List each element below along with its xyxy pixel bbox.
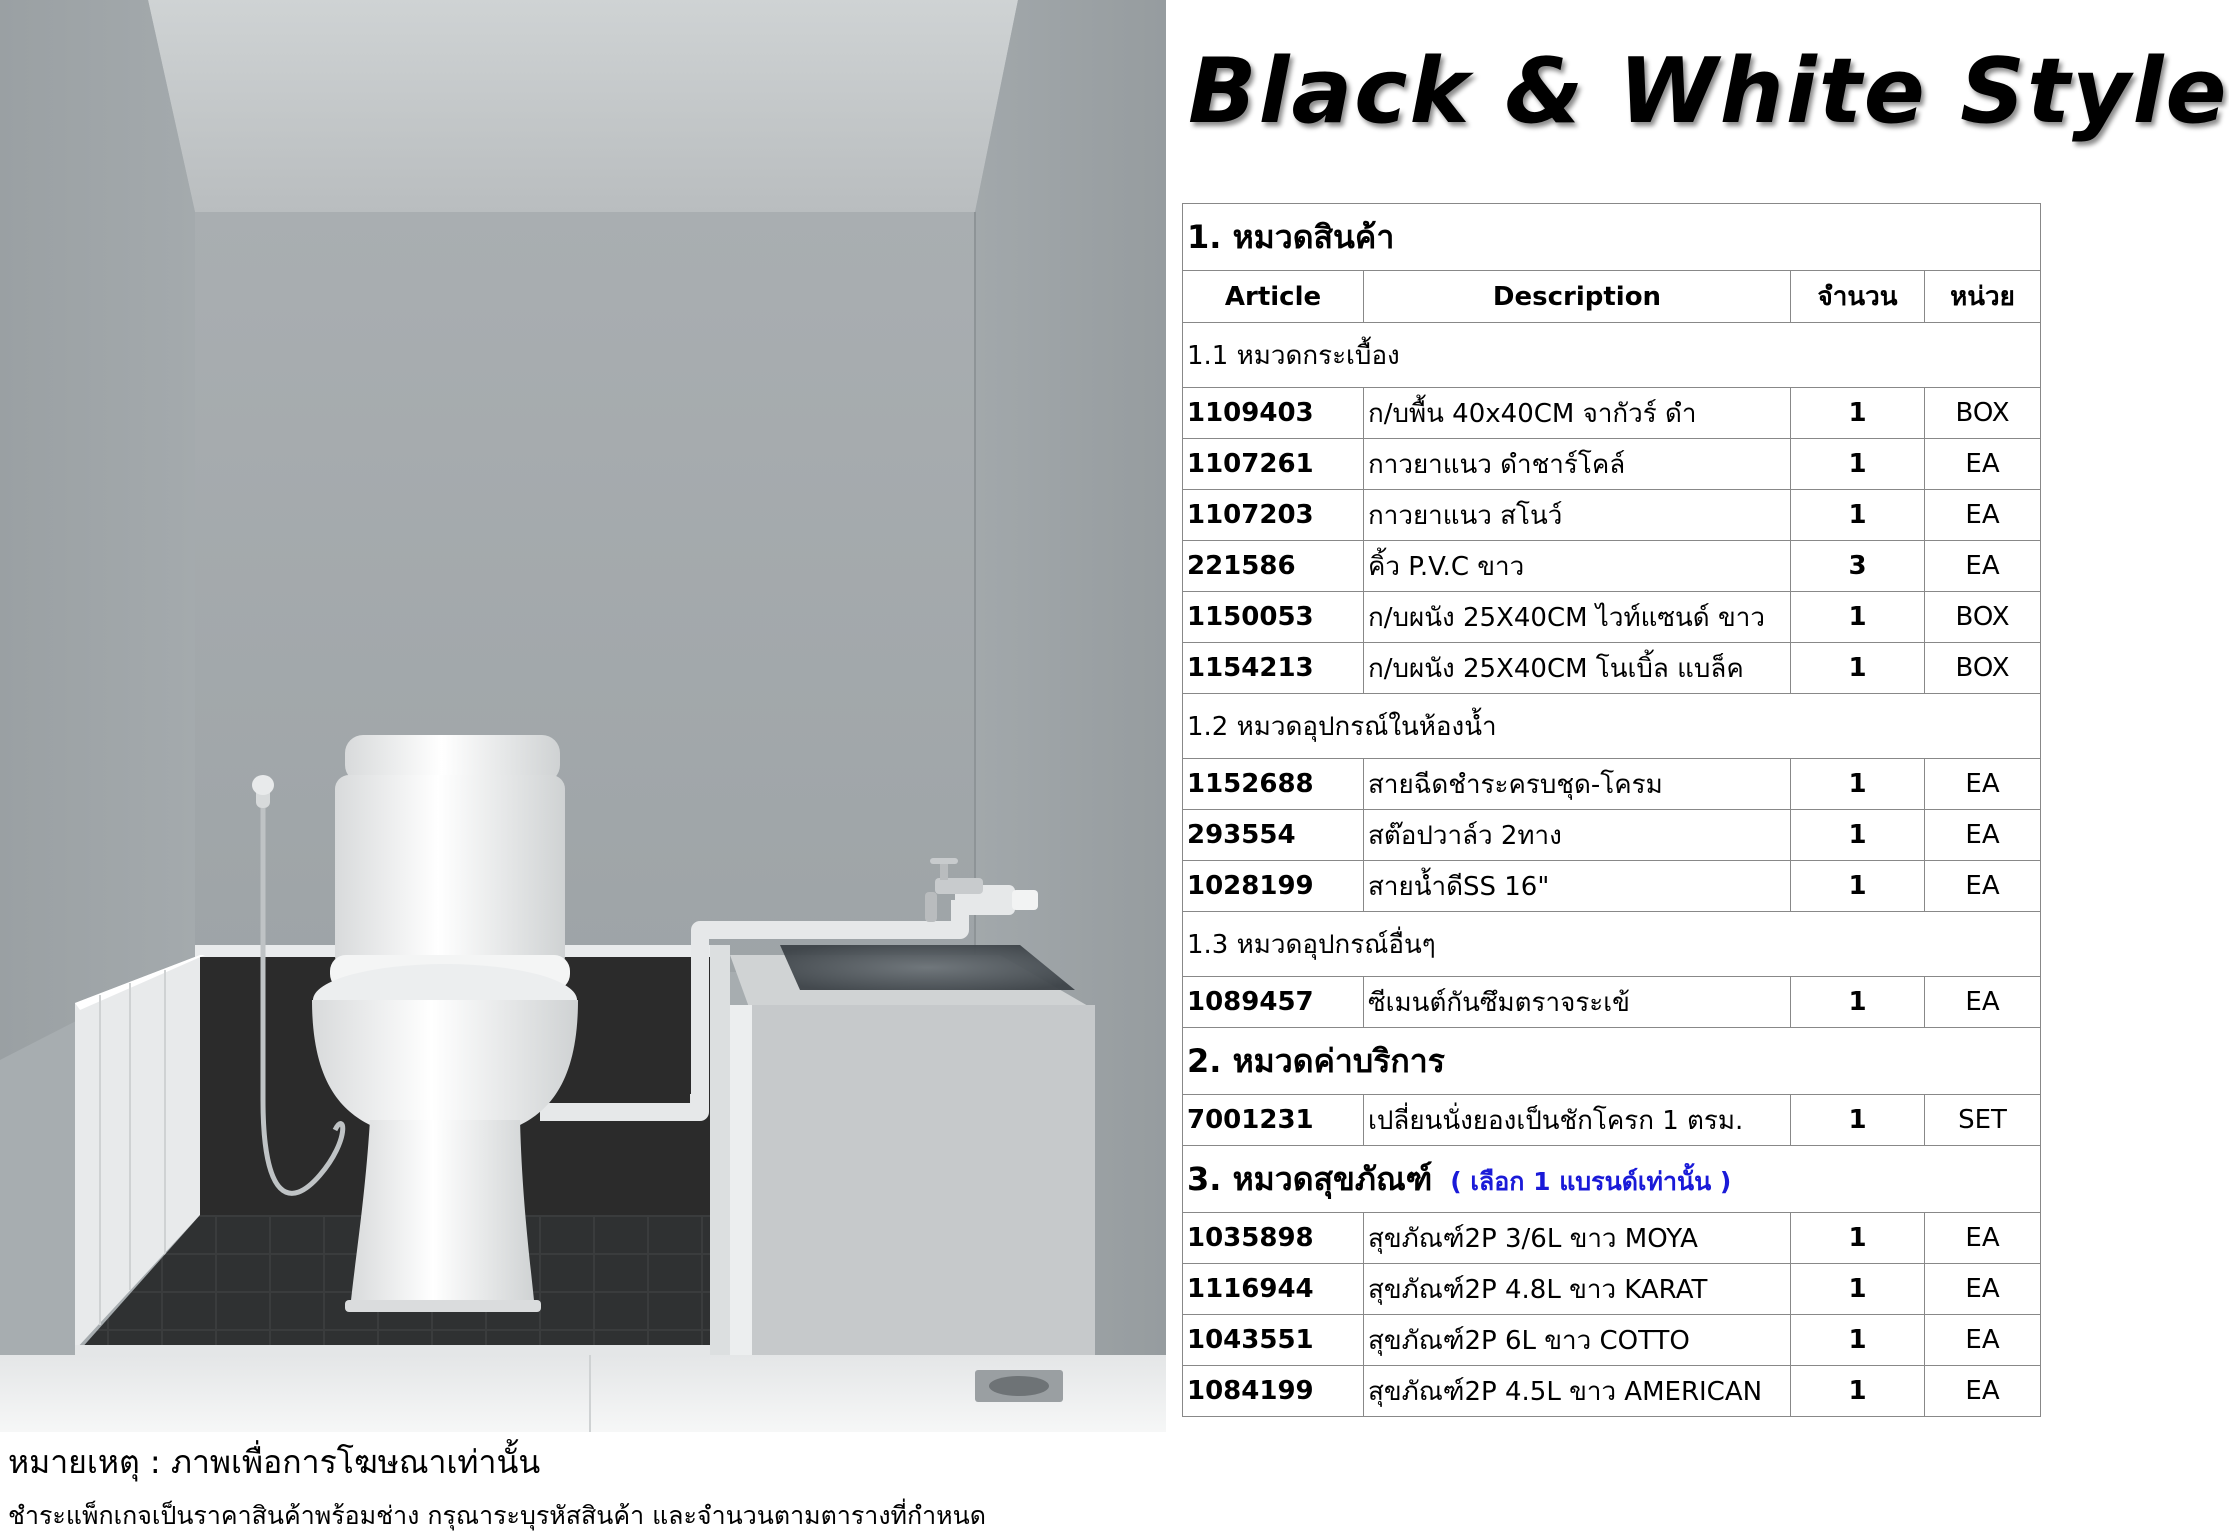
article-cell: 1154213 <box>1183 643 1364 694</box>
article-cell: 293554 <box>1183 810 1364 861</box>
description-cell: กาวยาแนว ดำชาร์โคล์ <box>1364 439 1791 490</box>
article-cell: 1084199 <box>1183 1366 1364 1417</box>
description-cell: ก/บผนัง 25X40CM ไวท์แซนด์ ขาว <box>1364 592 1791 643</box>
article-cell: 1107203 <box>1183 490 1364 541</box>
description-cell: คิ้ว P.V.C ขาว <box>1364 541 1791 592</box>
article-cell: 1043551 <box>1183 1315 1364 1366</box>
section-header-sanitary <box>1183 1146 2041 1213</box>
description-cell: สุขภัณฑ์2P 4.8L ขาว KARAT <box>1364 1264 1791 1315</box>
subsection-fixtures <box>1183 694 2041 759</box>
qty-cell: 1 <box>1791 810 1925 861</box>
qty-cell: 1 <box>1791 759 1925 810</box>
description-cell: สายฉีดชำระครบชุด-โครม <box>1364 759 1791 810</box>
section-title <box>1183 1146 2041 1213</box>
unit-cell: EA <box>1925 1366 2041 1417</box>
qty-cell: 3 <box>1791 541 1925 592</box>
article-cell: 1089457 <box>1183 977 1364 1028</box>
bathroom-illustration <box>0 0 1166 1432</box>
table-row <box>1183 541 2041 592</box>
payment-note: ชำระแพ็กเกจเป็นราคาสินค้าพร้อมช่าง กรุณาระบุรหัสสินค้า และจำนวนตามตารางที่กำหนด <box>8 1501 986 1530</box>
table-row <box>1183 490 2041 541</box>
table-row <box>1183 1315 2041 1366</box>
unit-cell: EA <box>1925 541 2041 592</box>
subsection-title: 1.1 หมวดกระเบื้อง <box>1183 323 2041 388</box>
description-cell: สายน้ำดีSS 16" <box>1364 861 1791 912</box>
table-row <box>1183 1213 2041 1264</box>
table-row <box>1183 1264 2041 1315</box>
article-cell: 7001231 <box>1183 1095 1364 1146</box>
qty-cell: 1 <box>1791 643 1925 694</box>
article-cell: 221586 <box>1183 541 1364 592</box>
subsection-others <box>1183 912 2041 977</box>
qty-cell: 1 <box>1791 1095 1925 1146</box>
table-row <box>1183 759 2041 810</box>
description-cell: กาวยาแนว สโนว์ <box>1364 490 1791 541</box>
unit-cell: EA <box>1925 977 2041 1028</box>
table-row <box>1183 861 2041 912</box>
unit-cell: BOX <box>1925 388 2041 439</box>
section-title-text: 3. หมวดสุขภัณฑ์ <box>1187 1159 1433 1198</box>
qty-cell: 1 <box>1791 1213 1925 1264</box>
description-cell: สต๊อปวาล์ว 2ทาง <box>1364 810 1791 861</box>
unit-cell: EA <box>1925 861 2041 912</box>
description-cell: เปลี่ยนนั่งยองเป็นชักโครก 1 ตรม. <box>1364 1095 1791 1146</box>
qty-cell: 1 <box>1791 388 1925 439</box>
description-cell: ก/บพื้น 40x40CM จากัวร์ ดำ <box>1364 388 1791 439</box>
unit-cell: BOX <box>1925 592 2041 643</box>
qty-cell: 1 <box>1791 1315 1925 1366</box>
qty-cell: 1 <box>1791 1264 1925 1315</box>
remark-note: หมายเหตุ : ภาพเพื่อการโฆษณาเท่านั้น <box>8 1443 541 1481</box>
column-header-article: Article <box>1183 271 1364 323</box>
qty-cell: 1 <box>1791 439 1925 490</box>
table-row <box>1183 643 2041 694</box>
unit-cell: EA <box>1925 439 2041 490</box>
section-header-services <box>1183 1028 2041 1095</box>
unit-cell: EA <box>1925 1213 2041 1264</box>
table-row <box>1183 592 2041 643</box>
table-row <box>1183 1095 2041 1146</box>
article-cell: 1109403 <box>1183 388 1364 439</box>
table-row <box>1183 388 2041 439</box>
qty-cell: 1 <box>1791 490 1925 541</box>
section-title: 2. หมวดค่าบริการ <box>1183 1028 2041 1095</box>
unit-cell: BOX <box>1925 643 2041 694</box>
description-cell: ก/บผนัง 25X40CM โนเบิ้ล แบล็ค <box>1364 643 1791 694</box>
unit-cell: EA <box>1925 1315 2041 1366</box>
section-title: 1. หมวดสินค้า <box>1183 204 2041 271</box>
subsection-tiles <box>1183 323 2041 388</box>
product-table <box>1182 203 2041 1417</box>
article-cell: 1028199 <box>1183 861 1364 912</box>
table-row <box>1183 1366 2041 1417</box>
section-header-products <box>1183 204 2041 271</box>
table-row <box>1183 977 2041 1028</box>
column-header-qty: จำนวน <box>1791 271 1925 323</box>
table-row <box>1183 439 2041 490</box>
unit-cell: EA <box>1925 810 2041 861</box>
description-cell: สุขภัณฑ์2P 6L ขาว COTTO <box>1364 1315 1791 1366</box>
column-header-unit: หน่วย <box>1925 271 2041 323</box>
article-cell: 1116944 <box>1183 1264 1364 1315</box>
table-row <box>1183 810 2041 861</box>
page-title: Black & White Style <box>1188 39 2229 144</box>
qty-cell: 1 <box>1791 861 1925 912</box>
table-header-row <box>1183 271 2041 323</box>
article-cell: 1150053 <box>1183 592 1364 643</box>
article-cell: 1107261 <box>1183 439 1364 490</box>
unit-cell: EA <box>1925 759 2041 810</box>
subsection-title: 1.3 หมวดอุปกรณ์อื่นๆ <box>1183 912 2041 977</box>
article-cell: 1035898 <box>1183 1213 1364 1264</box>
qty-cell: 1 <box>1791 977 1925 1028</box>
unit-cell: EA <box>1925 490 2041 541</box>
description-cell: ซีเมนต์กันซึมตราจระเข้ <box>1364 977 1791 1028</box>
column-header-description: Description <box>1364 271 1791 323</box>
unit-cell: EA <box>1925 1264 2041 1315</box>
description-cell: สุขภัณฑ์2P 4.5L ขาว AMERICAN <box>1364 1366 1791 1417</box>
brand-choice-note: ( เลือก 1 แบรนด์เท่านั้น ) <box>1450 1166 1732 1196</box>
qty-cell: 1 <box>1791 592 1925 643</box>
subsection-title: 1.2 หมวดอุปกรณ์ในห้องน้ำ <box>1183 694 2041 759</box>
qty-cell: 1 <box>1791 1366 1925 1417</box>
description-cell: สุขภัณฑ์2P 3/6L ขาว MOYA <box>1364 1213 1791 1264</box>
article-cell: 1152688 <box>1183 759 1364 810</box>
unit-cell: SET <box>1925 1095 2041 1146</box>
